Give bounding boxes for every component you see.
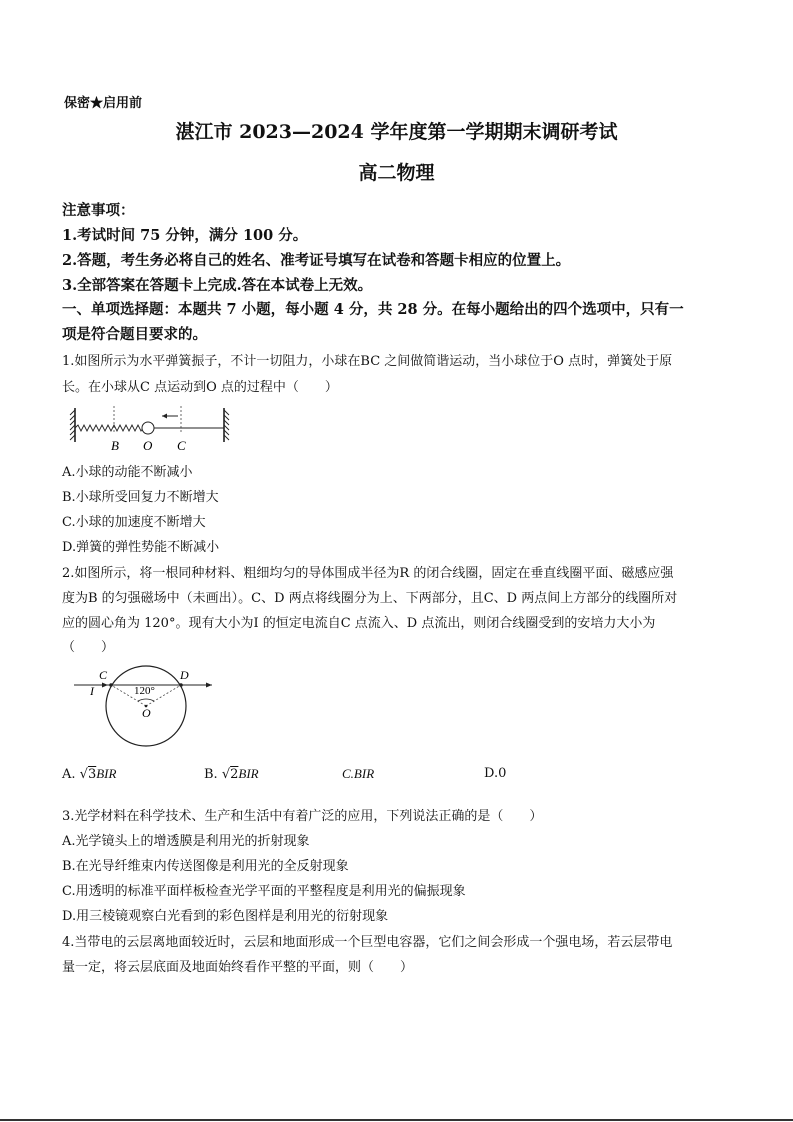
exam-title: 湛江市 2023—2024 学年度第一学期期末调研考试 <box>175 121 618 143</box>
q2-option-c: C.BIR <box>342 766 375 781</box>
q2-option-a: A. √3BIR <box>62 766 117 782</box>
q4-stem-line2: 量一定，将云层底面及地面始终看作平整的平面，则（ ） <box>62 960 414 975</box>
note-item: 3.全部答案在答题卡上完成.答在本试卷上无效。 <box>62 277 373 294</box>
page-bottom-rule <box>0 1119 793 1121</box>
q2-stem-line4: （ ） <box>62 640 115 655</box>
note-item: 2.答题，考生务必将自己的姓名、准考证号填写在试卷和答题卡相应的位置上。 <box>62 252 571 269</box>
q1-option-c: C.小球的加速度不断增大 <box>62 515 206 530</box>
note-item: 1.考试时间 75 分钟，满分 100 分。 <box>62 227 308 244</box>
q1-option-d: D.弹簧的弹性势能不断减小 <box>62 540 220 555</box>
notes-heading: 注意事项： <box>62 202 135 219</box>
q2-stem-line3: 应的圆心角为 120°。现有大小为I 的恒定电流自C 点流入、D 点流出，则闭合线圈受到的安培力大小为 <box>62 616 656 631</box>
figure-label-o: O <box>142 706 151 720</box>
subject-title: 高二物理 <box>358 162 435 184</box>
q2-option-b: B. √2BIR <box>204 766 259 782</box>
q3-option-c: C.用透明的标准平面样板检查光学平面的平整程度是利用光的偏振现象 <box>62 884 466 899</box>
figure-label-o: O <box>143 438 153 453</box>
figure-label-c: C <box>177 438 186 453</box>
section-heading-cont: 项是符合题目要求的。 <box>62 326 207 343</box>
q2-stem-line2: 度为B 的匀强磁场中（未画出）。C、D 两点将线圈分为上、下两部分，且C、D 两点间上方部分的线圈所对 <box>62 591 678 606</box>
confidential-label: 保密★启用前 <box>64 96 143 111</box>
q2-option-d: D.0 <box>484 766 507 781</box>
q3-option-a: A.光学镜头上的增透膜是利用光的折射现象 <box>62 834 310 849</box>
figure-label-angle: 120° <box>134 685 155 697</box>
figure-label-d: D <box>180 668 189 682</box>
figure-label-i: I <box>90 684 94 698</box>
q3-stem: 3.光学材料在科学技术、生产和生活中有着广泛的应用，下列说法正确的是（ ） <box>62 809 543 824</box>
coil-circuit-figure <box>72 664 220 748</box>
q3-option-d: D.用三棱镜观察白光看到的彩色图样是利用光的衍射现象 <box>62 909 389 924</box>
q1-option-a: A.小球的动能不断减小 <box>62 465 193 480</box>
q2-stem-line1: 2.如图所示，将一根同种材料、粗细均匀的导体围成半径为R 的闭合线圈，固定在垂直线圈平面、磁感应强 <box>62 566 674 581</box>
figure-label-b: B <box>111 438 119 453</box>
q3-option-b: B.在光导纤维束内传送图像是利用光的全反射现象 <box>62 859 349 874</box>
q1-stem-line2: 长。在小球从C 点运动到O 点的过程中（ ） <box>62 380 338 395</box>
section-heading: 一、单项选择题：本题共 7 小题，每小题 4 分，共 28 分。在每小题给出的四个选项中，只有一 <box>62 301 684 318</box>
figure-label-c: C <box>99 668 108 682</box>
q4-stem-line1: 4.当带电的云层离地面较近时，云层和地面形成一个巨型电容器，它们之间会形成一个强电场，若云层带电 <box>62 935 673 950</box>
spring-oscillator-figure <box>66 404 236 456</box>
q1-stem-line1: 1.如图所示为水平弹簧振子，不计一切阻力，小球在BC 之间做简谐运动，当小球位于O 点时，弹簧处于原 <box>62 354 673 369</box>
q1-option-b: B.小球所受回复力不断增大 <box>62 490 219 505</box>
